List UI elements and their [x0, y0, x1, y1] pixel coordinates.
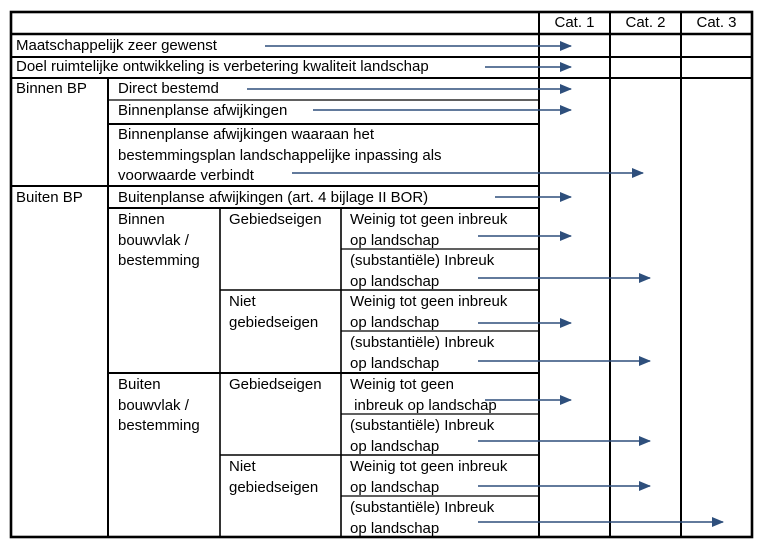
buiten-niet-gebiedseigen-line-2: gebiedseigen	[229, 478, 319, 496]
binnen-niet-substantieel-line-1: (substantiële) Inbreuk	[350, 334, 495, 351]
binnen-niet-substantieel-line-2: op landschap	[350, 354, 440, 372]
binnen-niet-weinig-line-1: Weinig tot geen inbreuk	[350, 293, 508, 310]
binnen-gebiedseigen-weinig-line-1: Weinig tot geen inbreuk	[350, 211, 508, 228]
binnen-bouwvlak-line-2: bouwvlak /	[118, 231, 189, 249]
buiten-gebiedseigen-substantieel-line-2: op landschap	[350, 437, 440, 455]
column-header-cat-2: Cat. 2	[625, 14, 666, 31]
buiten-bouwvlak-line-3: bestemming	[118, 417, 200, 434]
binnen-bouwvlak-line-1: Binnen	[118, 211, 165, 228]
row-direct-bestemd: Direct bestemd	[118, 80, 219, 97]
row-maatschappelijk: Maatschappelijk zeer gewenst	[16, 37, 217, 54]
column-header-cat-1: Cat. 1	[554, 14, 595, 31]
category-arrows	[247, 46, 723, 522]
buiten-bouwvlak-line-2: bouwvlak /	[118, 396, 189, 414]
buiten-niet-gebiedseigen-line-1: Niet	[229, 458, 256, 475]
buiten-bouwvlak-line-1: Buiten	[118, 376, 161, 393]
row-binnenplanse-voorwaarde-line-3: voorwaarde verbindt	[118, 167, 254, 184]
buiten-gebiedseigen-weinig-line-1: Weinig tot geen	[350, 376, 454, 393]
row-doel: Doel ruimtelijke ontwikkeling is verbetering kwaliteit landschap	[16, 58, 429, 75]
binnen-bouwvlak-line-3: bestemming	[118, 252, 200, 269]
buiten-gebiedseigen: Gebiedseigen	[229, 376, 322, 393]
binnen-gebiedseigen-weinig-line-2: op landschap	[350, 231, 440, 249]
binnen-niet-weinig-line-2: op landschap	[350, 313, 440, 331]
row-binnenplanse-voorwaarde-line-1: Binnenplanse afwijkingen waaraan het	[118, 126, 375, 143]
buiten-niet-substantieel-line-1: (substantiële) Inbreuk	[350, 499, 495, 516]
binnen-niet-gebiedseigen-line-1: Niet	[229, 293, 256, 310]
buiten-niet-weinig-line-2: op landschap	[350, 478, 440, 496]
row-buiten-bp: Buiten BP	[16, 189, 83, 206]
buiten-gebiedseigen-weinig-line-2: inbreuk op landschap	[350, 396, 497, 414]
row-buitenplanse: Buitenplanse afwijkingen (art. 4 bijlage II BOR)	[118, 189, 429, 206]
binnen-gebiedseigen-substantieel-line-2: op landschap	[350, 272, 440, 290]
row-binnenplanse-voorwaarde-line-2: bestemmingsplan landschappelijke inpassing als	[118, 146, 442, 164]
binnen-gebiedseigen: Gebiedseigen	[229, 211, 322, 228]
buiten-niet-substantieel-line-2: op landschap	[350, 519, 440, 537]
binnen-niet-gebiedseigen-line-2: gebiedseigen	[229, 313, 319, 331]
column-header-cat-3: Cat. 3	[696, 14, 737, 31]
buiten-gebiedseigen-substantieel-line-1: (substantiële) Inbreuk	[350, 417, 495, 434]
row-binnen-bp: Binnen BP	[16, 80, 87, 97]
row-binnenplanse: Binnenplanse afwijkingen	[118, 102, 288, 119]
binnen-gebiedseigen-substantieel-line-1: (substantiële) Inbreuk	[350, 252, 495, 269]
buiten-niet-weinig-line-1: Weinig tot geen inbreuk	[350, 458, 508, 475]
